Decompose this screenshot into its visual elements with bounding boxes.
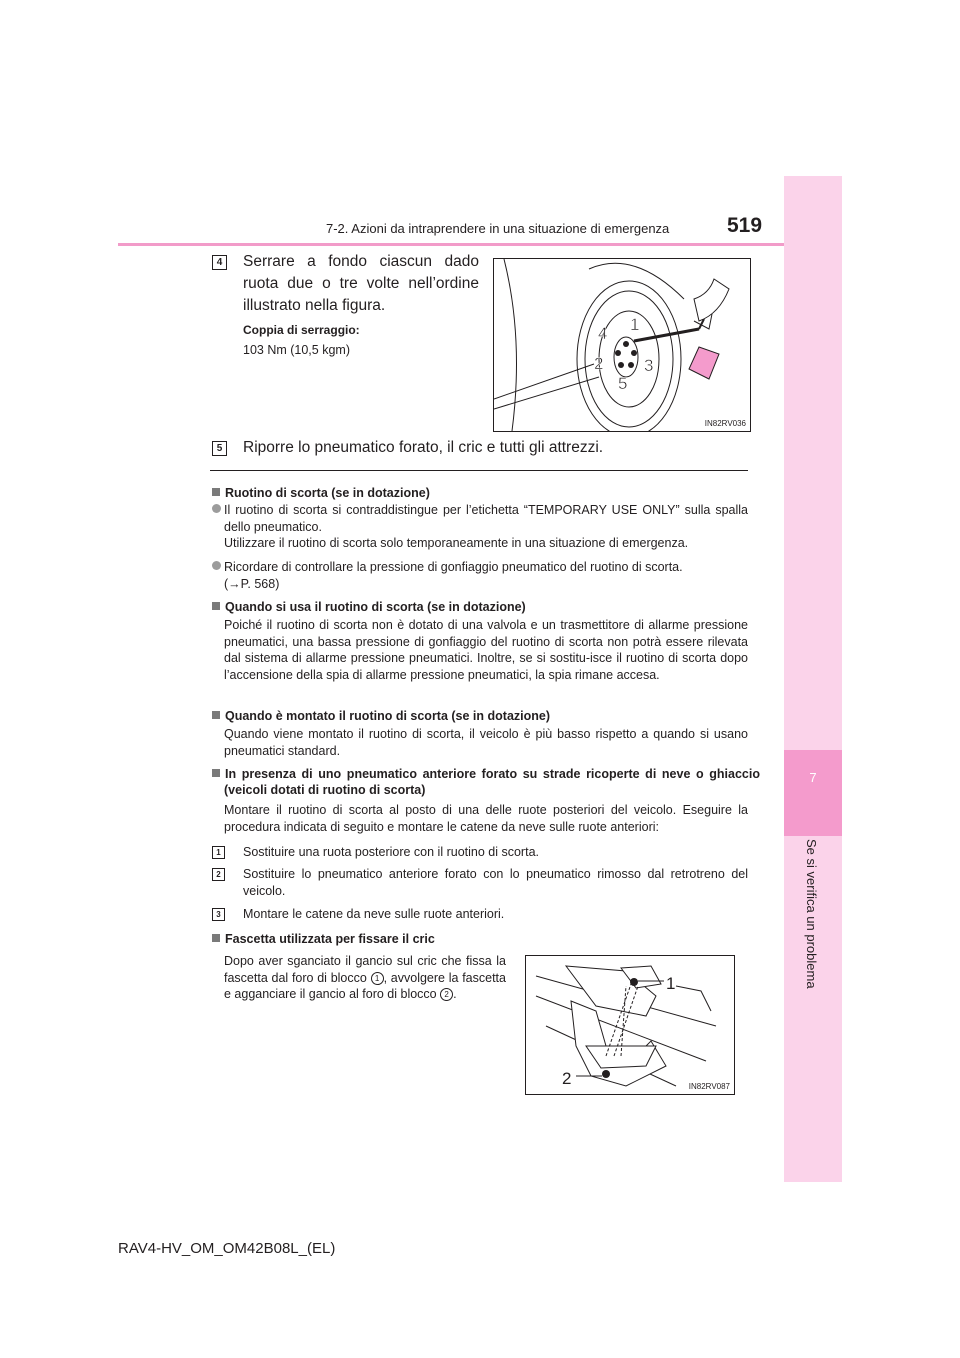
- header-rule: [118, 243, 784, 246]
- paragraph: Quando viene montato il ruotino di scorta, il veicolo è più basso rispetto a quando si usano pneumatici standard.: [224, 727, 748, 758]
- step-text: Sostituire lo pneumatico anteriore forato con lo pneumatico rimosso dal retrotreno del veicolo.: [243, 867, 748, 898]
- square-bullet-icon: [212, 602, 220, 610]
- section-heading: In presenza di uno pneumatico anteriore forato su strade ricoperte di neve o ghiaccio (veicoli dotati di ruotino di scorta): [212, 766, 760, 798]
- figure-label: 2: [594, 354, 604, 373]
- section-divider: [210, 470, 748, 471]
- step-number-box: 5: [212, 441, 227, 456]
- bullet-icon: [212, 561, 221, 570]
- jack-strap-illustration: [526, 956, 734, 1094]
- page-number: 519: [727, 214, 763, 237]
- figure-label: 1: [666, 974, 676, 993]
- figure-label: 3: [644, 356, 654, 375]
- paragraph: Montare il ruotino di scorta al posto di una delle ruote posteriori del veicolo. Eseguire la procedura indicata di seguito e montare le catene da neve sulle ruote anteriori:: [224, 803, 748, 834]
- wheel-illustration: [494, 259, 750, 431]
- step-5-text: Riporre lo pneumatico forato, il cric e tutti gli attrezzi.: [243, 439, 604, 456]
- step-number-box: 4: [212, 255, 227, 270]
- bullet-icon: [212, 504, 221, 513]
- section-heading: Quando è montato il ruotino di scorta (se in dotazione): [212, 708, 550, 724]
- chapter-side-tab: [784, 176, 842, 1182]
- square-bullet-icon: [212, 934, 220, 942]
- document-code: RAV4-HV_OM_OM42B08L_(EL): [118, 1240, 336, 1257]
- figure-code: IN82RV087: [688, 1082, 730, 1091]
- circled-number-1: 1: [371, 972, 384, 985]
- square-bullet-icon: [212, 769, 220, 777]
- figure-label: 4: [598, 324, 608, 343]
- paragraph: Poiché il ruotino di scorta non è dotato di una valvola e un trasmettitore di allarme pressione pneumatici, una bassa pressione di gonfiaggio del ruotino di scorta non potrà essere rilevata dal sistema di allarme pressione pneumatici. Inoltre, se si sostitu-isce il ruotino di scorta dopo l’accensione della spia di allarme pressione pneumatici, la spia rimane accesa.: [224, 618, 748, 682]
- section-title: 7-2. Azioni da intraprendere in una situazione di emergenza: [326, 221, 670, 236]
- section-heading: Quando si usa il ruotino di scorta (se in dotazione): [212, 599, 526, 615]
- paragraph: Dopo aver sganciato il gancio sul cric che fissa la fascetta dal foro di blocco 1 , avvolgere la fascetta e agganciare il gancio al foro di blocco 2 .: [224, 954, 506, 1001]
- torque-label: Coppia di serraggio:: [243, 323, 360, 337]
- step-4-text: Serrare a fondo ciascun dado ruota due o tre volte nell’ordine illustrato nella figura.: [243, 253, 479, 314]
- figure-label: 5: [618, 374, 628, 393]
- list-item: Ricordare di controllare la pressione di gonfiaggio pneumatico del ruotino di scorta. (→P. 568): [224, 559, 748, 592]
- step-number-box: 1: [212, 846, 225, 859]
- wheel-nut-tightening-figure: [493, 258, 751, 432]
- chapter-number: 7: [809, 770, 817, 785]
- figure-code: IN82RV036: [704, 419, 746, 428]
- list-item: Il ruotino di scorta si contraddistingue per l’etichetta “TEMPORARY USE ONLY” sulla spalla dello pneumatico. Utilizzare il ruotino di scorta solo temporaneamente in una situazione di emergenza.: [224, 502, 748, 552]
- step-number-box: 2: [212, 868, 225, 881]
- step-text: Montare le catene da neve sulle ruote anteriori.: [243, 907, 505, 921]
- step-text: Sostituire una ruota posteriore con il ruotino di scorta.: [243, 845, 539, 859]
- step-number-box: 3: [212, 908, 225, 921]
- circled-number-2: 2: [440, 988, 453, 1001]
- jack-strap-figure: [525, 955, 735, 1095]
- figure-label: 2: [562, 1069, 572, 1088]
- torque-value: 103 Nm (10,5 kgm): [243, 343, 350, 357]
- chapter-title: Se si verifica un problema: [804, 839, 819, 989]
- figure-label: 1: [630, 315, 640, 334]
- section-heading: Ruotino di scorta (se in dotazione): [212, 485, 430, 501]
- chapter-number-tab: [784, 750, 842, 836]
- section-heading: Fascetta utilizzata per fissare il cric: [212, 931, 435, 947]
- square-bullet-icon: [212, 711, 220, 719]
- square-bullet-icon: [212, 488, 220, 496]
